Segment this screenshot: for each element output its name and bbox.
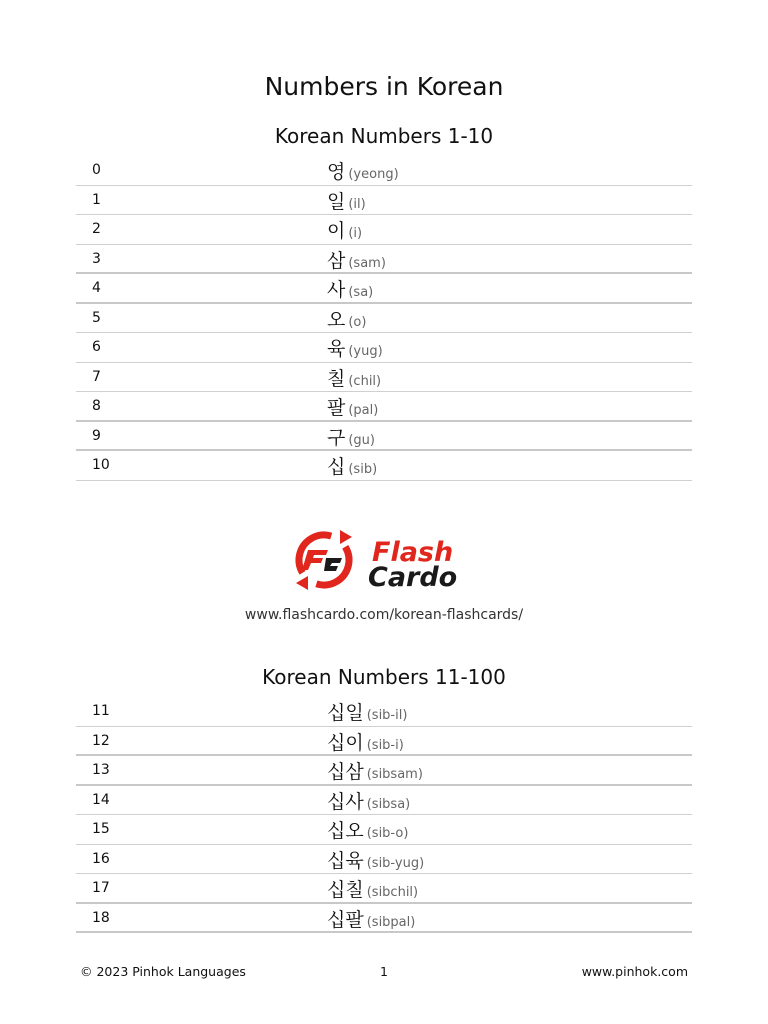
table-row <box>76 786 692 816</box>
table-row <box>76 422 692 452</box>
korean-word: 이 <box>327 220 346 242</box>
romanization: (pal) <box>348 403 379 418</box>
romanization: (sib-o) <box>366 826 409 841</box>
table-row <box>76 215 692 245</box>
number-cell: 18 <box>92 909 110 926</box>
table-row <box>76 874 692 904</box>
korean-word: 오 <box>327 308 346 331</box>
number-cell: 12 <box>92 732 110 749</box>
korean-word: 십삼 <box>327 761 364 783</box>
number-cell: 5 <box>92 309 101 326</box>
korean-word: 일 <box>327 190 346 213</box>
table-row <box>76 274 692 304</box>
korean-word: 삼 <box>327 249 346 272</box>
table-row <box>76 845 692 875</box>
flashcardo-logo[interactable] <box>288 524 478 596</box>
korean-word: 십이 <box>327 731 364 754</box>
number-cell: 7 <box>92 368 101 385</box>
korean-word: 팔 <box>327 397 346 419</box>
romanization: (sib-yug) <box>366 855 425 871</box>
number-cell: 10 <box>92 457 110 473</box>
footer-page-number: 1 <box>380 964 388 979</box>
footer-copyright: © 2023 Pinhok Languages <box>80 964 246 979</box>
romanization: (il) <box>348 196 366 212</box>
table-row <box>76 904 692 934</box>
number-cell: 8 <box>92 398 101 414</box>
romanization: (chil) <box>348 373 382 389</box>
number-cell: 2 <box>92 221 101 237</box>
korean-word: 영 <box>327 161 346 183</box>
number-cell: 13 <box>92 762 110 778</box>
numbers-table-11-100 <box>76 697 692 933</box>
romanization: (gu) <box>348 432 375 448</box>
number-cell: 0 <box>92 162 101 178</box>
romanization: (sibchil) <box>366 885 419 900</box>
number-cell: 9 <box>92 427 101 444</box>
korean-word: 육 <box>327 338 346 360</box>
table-row <box>76 392 692 422</box>
page-title: Numbers in Korean <box>264 72 504 101</box>
romanization: (sib-il) <box>366 708 408 723</box>
table-row <box>76 727 692 757</box>
table-row <box>76 756 692 786</box>
table-row <box>76 156 692 186</box>
table-row <box>76 451 692 481</box>
romanization: (sibsa) <box>366 796 411 812</box>
romanization: (yug) <box>348 344 383 359</box>
number-cell: 17 <box>92 880 110 896</box>
romanization: (sibsam) <box>366 767 423 782</box>
number-cell: 3 <box>92 250 101 267</box>
number-cell: 14 <box>92 791 110 808</box>
romanization: (sam) <box>348 255 386 271</box>
table-row <box>76 304 692 334</box>
romanization: (sib) <box>348 462 378 477</box>
logo-fc-mark <box>302 550 342 571</box>
section-title-1-10: Korean Numbers 1-10 <box>274 124 494 148</box>
section-title-11-100: Korean Numbers 11-100 <box>262 665 506 689</box>
table-row <box>76 815 692 845</box>
footer-website[interactable]: www.pinhok.com <box>581 964 688 979</box>
romanization: (yeong) <box>348 167 399 182</box>
korean-word: 구 <box>327 426 346 449</box>
korean-word: 칠 <box>327 367 346 390</box>
romanization: (i) <box>348 226 363 241</box>
table-row <box>76 363 692 393</box>
korean-word: 십오 <box>327 820 364 842</box>
korean-word: 사 <box>327 279 346 301</box>
number-cell: 1 <box>92 191 101 208</box>
logo-text-flash: Flash <box>372 537 454 568</box>
korean-word: 십칠 <box>327 879 364 901</box>
romanization: (o) <box>348 314 367 330</box>
logo-text-cardo: Cardo <box>368 562 458 593</box>
korean-word: 십 <box>327 456 346 478</box>
table-row <box>76 245 692 275</box>
korean-word: 십사 <box>327 790 364 813</box>
number-cell: 4 <box>92 280 101 296</box>
logo-arrow-bottom <box>296 576 308 590</box>
number-cell: 15 <box>92 821 110 837</box>
logo-arrow-top <box>340 530 352 544</box>
flashcardo-link[interactable]: www.flashcardo.com/korean-flashcards/ <box>244 607 524 623</box>
korean-word: 십육 <box>327 849 364 872</box>
number-cell: 6 <box>92 339 101 355</box>
numbers-table-1-10 <box>76 156 692 481</box>
korean-word: 십일 <box>327 702 364 724</box>
romanization: (sib-i) <box>366 737 404 753</box>
table-row <box>76 697 692 727</box>
romanization: (sa) <box>348 285 374 300</box>
table-row <box>76 186 692 216</box>
number-cell: 16 <box>92 850 110 867</box>
korean-word: 십팔 <box>327 908 364 931</box>
romanization: (sibpal) <box>366 914 416 930</box>
table-row <box>76 333 692 363</box>
number-cell: 11 <box>92 703 110 719</box>
